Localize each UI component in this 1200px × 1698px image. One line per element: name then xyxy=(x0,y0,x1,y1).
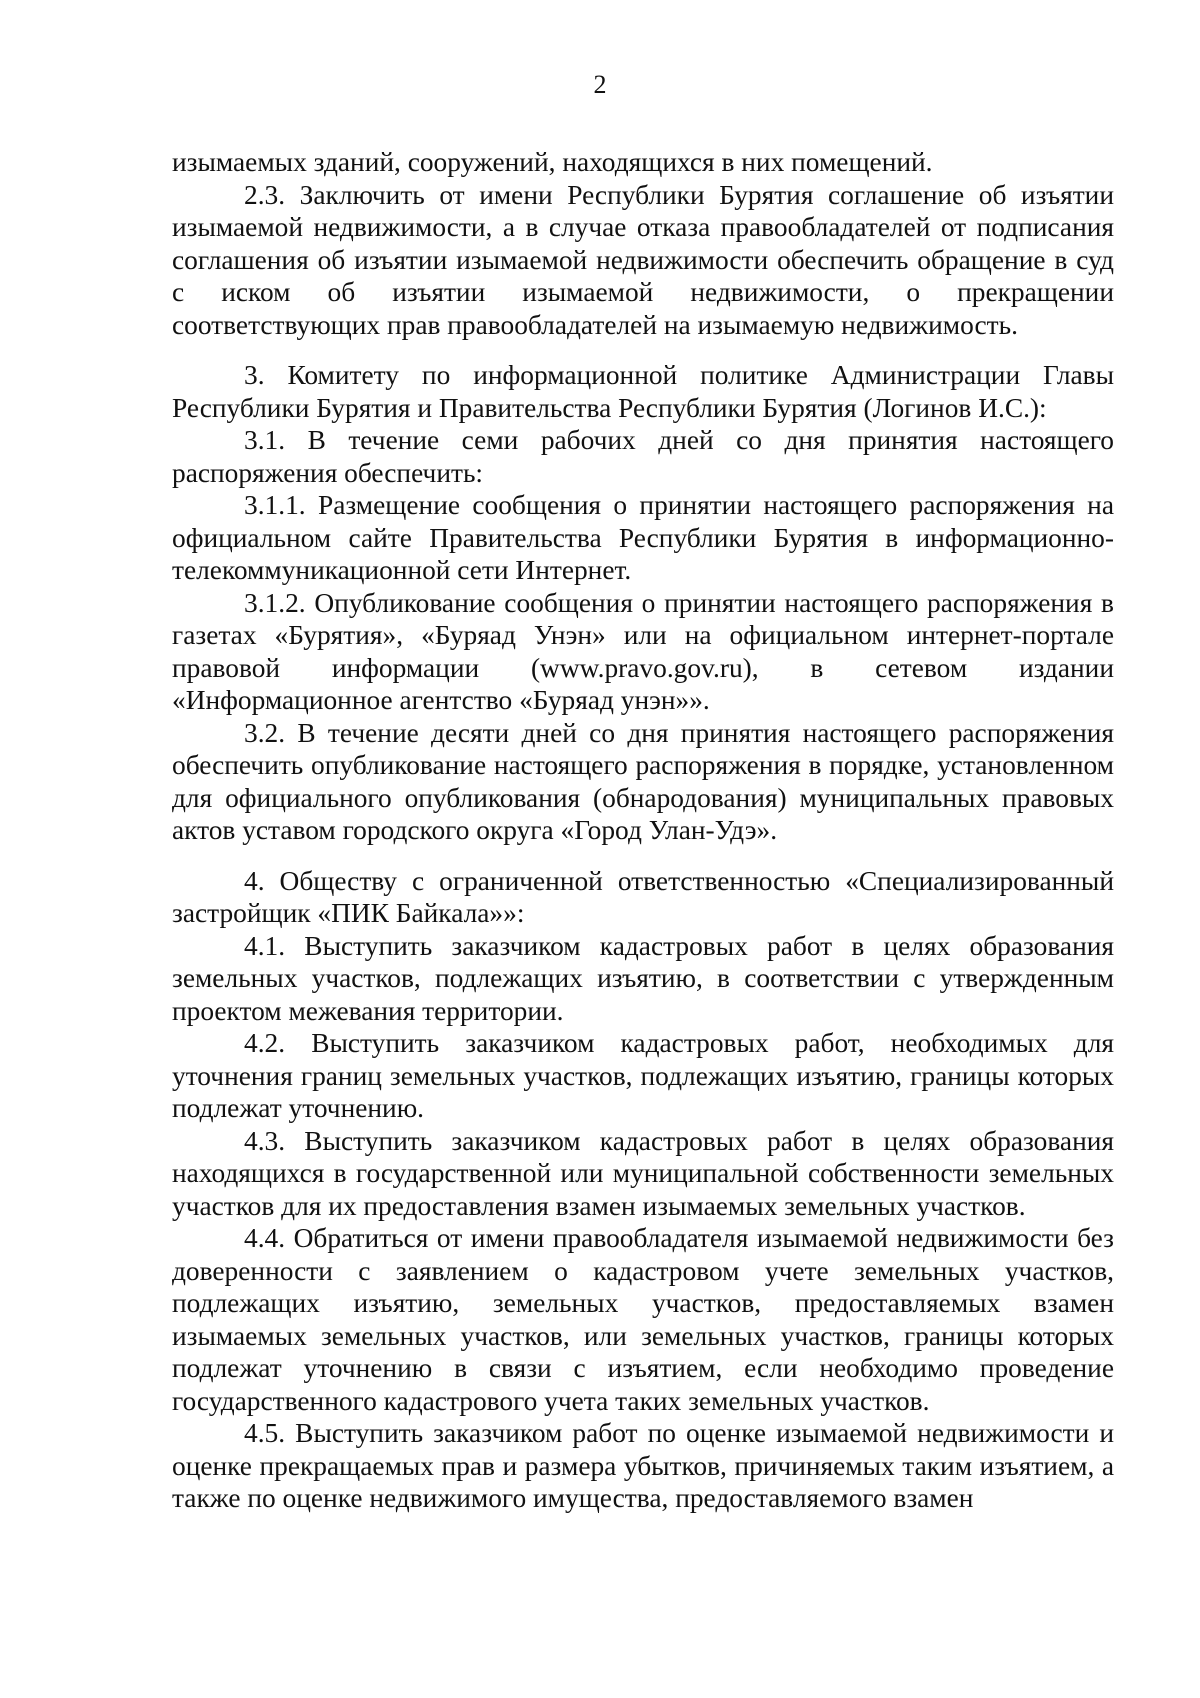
paragraph: 4.5. Выступить заказчиком работ по оценке изымаемой недвижимости и оценке прекращаемых прав и размера убытков, причиняемых таким изъятием, а также по оценке недвижимого имущества, предоставляемого взамен xyxy=(172,1418,1114,1513)
paragraph: 4. Обществу с ограниченной ответственностью «Специализированный застройщик «ПИК Байкала»»: xyxy=(172,865,1114,928)
paragraph: 4.1. Выступить заказчиком кадастровых работ в целях образования земельных участков, подлежащих изъятию, в соответствии с утвержденным проектом межевания территории. xyxy=(172,930,1114,1026)
paragraph: 3.1.2. Опубликование сообщения о принятии настоящего распоряжения в газетах «Бурятия», «Буряад Унэн» или на официальном интернет-портале правовой информации (www.pravo.gov.ru), в сетевом издании «Информационное агентство «Буряад унэн»». xyxy=(172,587,1114,715)
paragraph: 2.3. Заключить от имени Республики Бурятия соглашение об изъятии изымаемой недвижимости, а в случае отказа правообладателей от подписания соглашения об изъятии изымаемой недвижимости обеспечить обращение в суд с иском об изъятии изымаемой недвижимости, о прекращении соответствующих прав правообладателей на изымаемую недвижимость. xyxy=(172,179,1114,340)
paragraph: 3.2. В течение десяти дней со дня принятия настоящего распоряжения обеспечить опубликование настоящего распоряжения в порядке, установленном для официального опубликования (обнародования) муниципальных правовых актов уставом городского округа «Город Улан-Удэ». xyxy=(172,717,1114,845)
paragraph: 4.2. Выступить заказчиком кадастровых работ, необходимых для уточнения границ земельных участков, подлежащих изъятию, границы которых подлежат уточнению. xyxy=(172,1028,1114,1123)
paragraph: 3. Комитету по информационной политике Администрации Главы Республики Бурятия и Правительства Республики Бурятия (Логинов И.С.): xyxy=(172,360,1114,423)
paragraph: 3.1. В течение семи рабочих дней со дня принятия настоящего распоряжения обеспечить: xyxy=(172,425,1114,488)
document-body xyxy=(172,146,1114,1515)
paragraph: 3.1.1. Размещение сообщения о принятии настоящего распоряжения на официальном сайте Правительства Республики Бурятия в информационно-телекоммуникационной сети Интернет. xyxy=(172,490,1114,585)
page-number: 2 xyxy=(593,70,607,99)
paragraph: 4.4. Обратиться от имени правообладателя изымаемой недвижимости без доверенности с заявлением о кадастровом учете земельных участков, подлежащих изъятию, земельных участков, предоставляемых взамен изымаемых земельных участков, или земельных участков, границы которых подлежат уточнению в связи с изъятием, если необходимо проведение государственного кадастрового учета таких земельных участков. xyxy=(172,1223,1114,1416)
paragraph: изымаемых зданий, сооружений, находящихся в них помещений. xyxy=(172,147,933,177)
paragraph: 4.3. Выступить заказчиком кадастровых работ в целях образования находящихся в государственной или муниципальной собственности земельных участков для их предоставления взамен изымаемых земельных участков. xyxy=(172,1125,1114,1221)
